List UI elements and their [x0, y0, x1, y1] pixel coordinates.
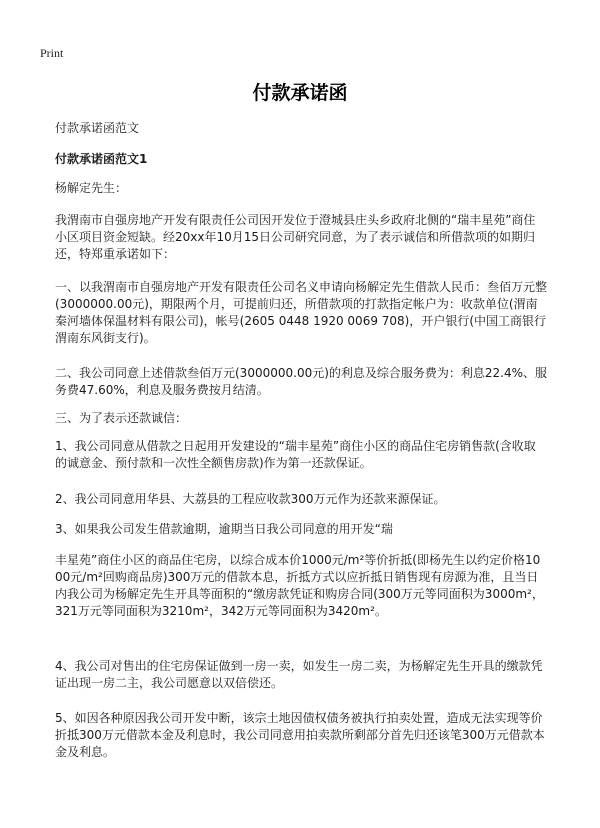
- paragraph-clause-1: 一、以我渭南市自强房地产开发有限责任公司名义申请向杨解定先生借款人民币：叁佰万元整(3000000.00元)，期限两个月，可提前归还，所借款项的打款指定帐户为：收款单位(渭南秦河墙体保温材料有限公司)，帐号(2605 0448 1920 0069 708)，开户银行(中国工商银行渭南东风街支行)。: [55, 280, 548, 345]
- paragraph-item-3-continued: 丰星苑”商住小区的商品住宅房，以综合成本价1000元/m²等价折抵(即杨先生以约定价格1000元/m²回购商品房)300万元的借款本息，折抵方式以应折抵日销售现有房源为准，且当日内我公司为杨解定先生开具等面积的“缴房款凭证和购房合同(300万元等同面积为3000m²，321万元等同面积为3210m²，342万元等同面积为3420m²。: [55, 553, 544, 618]
- salutation: 杨解定先生：: [55, 181, 128, 195]
- paragraph-item-2: 2、我公司同意用华县、大荔县的工程应收款300万元作为还款来源保证。: [55, 492, 446, 506]
- document-title: 付款承诺函: [252, 82, 348, 104]
- subtitle: 付款承诺函范文: [55, 121, 140, 135]
- paragraph-clause-2: 二、我公司同意上述借款叁佰万元(3000000.00元)的利息及综合服务费为：利息22.4%、服务费47.60%，利息及服务费按月结清。: [55, 366, 548, 397]
- paragraph-item-5: 5、如因各种原因我公司开发中断，该宗土地因债权债务被执行拍卖处置，造成无法实现等价折抵300万元借款本金及利息时，我公司同意用拍卖款所剩部分首先归还该笔300万元借款本金及利息。: [55, 711, 545, 759]
- section-heading: 付款承诺函范文1: [55, 152, 148, 166]
- paragraph-clause-3: 三、为了表示还款诚信：: [55, 411, 188, 425]
- paragraph-item-4: 4、我公司对售出的住宅房保证做到一房一卖，如发生一房二卖，为杨解定先生开具的缴款凭证出现一房二主，我公司愿意以双倍偿还。: [55, 659, 543, 690]
- paragraph-intro: 我渭南市自强房地产开发有限责任公司因开发位于澄城县庄头乡政府北侧的“瑞丰星苑”商住小区项目资金短缺。经20xx年10月15日公司研究同意，为了表示诚信和所借款项的如期归还，特郑重承诺如下：: [55, 213, 536, 261]
- paragraph-item-1: 1、我公司同意从借款之日起用开发建设的“瑞丰星苑”商住小区的商品住宅房销售款(含收取的诚意金、预付款和一次性全额售房款)作为第一还款保证。: [55, 439, 536, 470]
- print-label: Print: [40, 46, 64, 60]
- paragraph-item-3: 3、如果我公司发生借款逾期，逾期当日我公司同意的用开发“瑞: [55, 522, 393, 536]
